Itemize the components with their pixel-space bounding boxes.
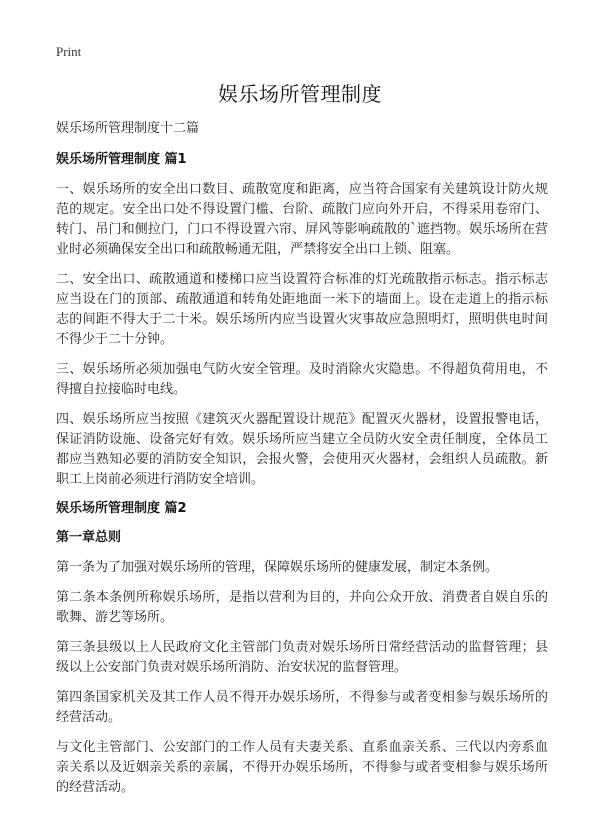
section-2: [56, 500, 548, 798]
paragraph: 与文化主管部门、公安部门的工作人员有夫妻关系、直系血亲关系、三代以内旁系血亲关系以及近姻亲关系的亲属，不得开办娱乐场所，不得参与或者变相参与娱乐场所的经营活动。: [56, 740, 548, 795]
paragraph: 第三条县级以上人民政府文化主管部门负责对娱乐场所日常经营活动的监督管理；县级以上公安部门负责对娱乐场所消防、治安状况的监督管理。: [56, 640, 548, 675]
paragraph: 二、安全出口、疏散通道和楼梯口应当设置符合标准的灯光疏散指示标志。指示标志应当设在门的顶部、疏散通道和转角处距地面一米下的墙面上。设在走道上的指示标志的间距不得大于二十米。娱乐场所内应当设置火灾事故应急照明灯，照明供电时间不得少于二十分钟。: [56, 272, 548, 347]
section-heading: 娱乐场所管理制度 篇2: [56, 501, 187, 516]
section-heading: 娱乐场所管理制度 篇1: [56, 152, 187, 167]
document-subtitle: 娱乐场所管理制度十二篇: [56, 121, 200, 136]
page-title: 娱乐场所管理制度: [218, 82, 382, 106]
paragraph: 第四条国家机关及其工作人员不得开办娱乐场所，不得参与或者变相参与娱乐场所的经营活动。: [56, 690, 548, 725]
print-label: Print: [56, 44, 82, 59]
chapter-heading: 第一章总则: [56, 530, 122, 545]
document-body: [56, 120, 548, 808]
paragraph: 第二条本条例所称娱乐场所，是指以营利为目的，并向公众开放、消费者自娱自乐的歌舞、游艺等场所。: [56, 590, 548, 625]
paragraph: 四、娱乐场所应当按照《建筑灭火器配置设计规范》配置灭火器材，设置报警电话，保证消防设施、设备完好有效。娱乐场所应当建立全员防火安全责任制度，全体员工都应当熟知必要的消防安全知识，会报火警，会使用灭火器材，会组织人员疏散。新职工上岗前必须进行消防安全培训。: [56, 412, 548, 487]
paragraph: 一、娱乐场所的安全出口数目、疏散宽度和距离，应当符合国家有关建筑设计防火规范的规定。安全出口处不得设置门槛、台阶、疏散门应向外开启，不得采用卷帘门、转门、吊门和侧拉门，门口不得设置六帘、屏风等影响疏散的`遮挡物。娱乐场所在营业时必须确保安全出口和疏散畅通无阻，严禁将安全出口上锁、阻塞。: [56, 182, 548, 257]
paragraph: 第一条为了加强对娱乐场所的管理，保障娱乐场所的健康发展，制定本条例。: [56, 560, 499, 575]
paragraph: 三、娱乐场所必须加强电气防火安全管理。及时消除火灾隐患。不得超负荷用电，不得擅自拉接临时电线。: [56, 362, 548, 397]
section-1: [56, 151, 548, 490]
